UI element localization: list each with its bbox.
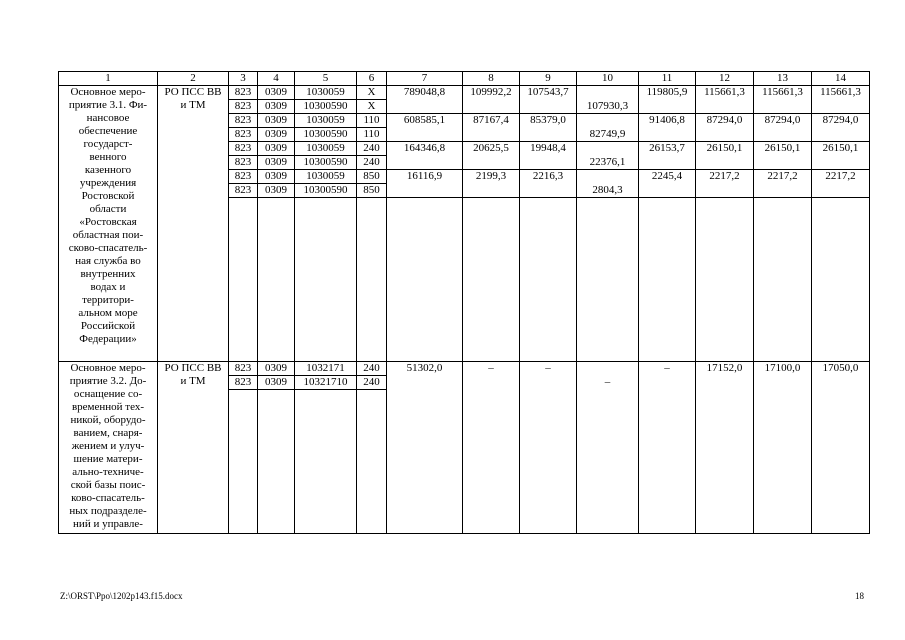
budget-table <box>58 71 870 534</box>
empty-cell <box>258 390 295 534</box>
amount-cell: 107543,7 <box>520 86 577 114</box>
amount-cell: 17152,0 <box>696 362 754 534</box>
amount-cell: 22376,1 <box>577 142 639 170</box>
text-line: ально-техниче- <box>72 466 144 478</box>
text-line: ных подразделе- <box>69 505 147 517</box>
amount-cell: – <box>520 362 577 534</box>
text-line: оснащение со- <box>73 388 143 400</box>
empty-cell <box>229 198 258 362</box>
column-number: 4 <box>258 72 295 86</box>
amount-cell: 87294,0 <box>812 114 870 142</box>
text-line: сково-спасатель- <box>68 242 148 254</box>
amount-cell: 17050,0 <box>812 362 870 534</box>
empty-cell <box>357 198 387 362</box>
amount-cell: – <box>463 362 520 534</box>
amount-cell: 91406,8 <box>639 114 696 142</box>
amount-cell: 119805,9 <box>639 86 696 114</box>
empty-cell <box>357 390 387 534</box>
code-cell: 823 <box>229 114 258 128</box>
executor-cell <box>158 86 229 362</box>
text-line: государст- <box>83 138 133 150</box>
amount-cell: 109992,2 <box>463 86 520 114</box>
code-cell: 823 <box>229 142 258 156</box>
amount-cell: 2217,2 <box>812 170 870 198</box>
text-line: обеспечение <box>78 125 138 137</box>
text-line: Основное меро- <box>70 362 146 374</box>
amount-cell: 115661,3 <box>754 86 812 114</box>
code-cell: 10300590 <box>295 128 357 142</box>
empty-cell <box>520 198 577 362</box>
text-line: территори- <box>82 294 134 306</box>
empty-cell <box>463 198 520 362</box>
code-cell: 1032171 <box>295 362 357 376</box>
text-line: жением и улуч- <box>71 440 145 452</box>
column-number: 6 <box>357 72 387 86</box>
code-cell: 823 <box>229 362 258 376</box>
text-line: области <box>89 203 127 215</box>
program-name-cell <box>59 362 158 534</box>
amount-cell: 51302,0 <box>387 362 463 534</box>
amount-cell: 26150,1 <box>696 142 754 170</box>
text-line: учреждения <box>79 177 137 189</box>
text-line: венного <box>89 151 127 163</box>
text-line: ванием, снаря- <box>73 427 143 439</box>
text-line: Основное меро- <box>70 86 146 98</box>
empty-cell <box>229 390 258 534</box>
empty-cell <box>577 198 639 362</box>
header-row <box>59 72 870 86</box>
text-line: РО ПСС ВВ <box>164 86 222 98</box>
text-line: ний и управле- <box>73 518 143 530</box>
text-line: и ТМ <box>180 99 206 111</box>
text-line: РО ПСС ВВ <box>164 362 222 374</box>
text-line: шение матери- <box>73 453 143 465</box>
code-cell: 0309 <box>258 114 295 128</box>
amount-cell: – <box>639 362 696 534</box>
code-cell: 110 <box>357 128 387 142</box>
amount-cell: 85379,0 <box>520 114 577 142</box>
amount-cell: 608585,1 <box>387 114 463 142</box>
text-line: приятие 3.1. Фи- <box>68 99 148 111</box>
text-line: никой, оборудо- <box>70 414 146 426</box>
column-number: 9 <box>520 72 577 86</box>
code-cell: X <box>357 100 387 114</box>
column-number: 2 <box>158 72 229 86</box>
amount-cell: 164346,8 <box>387 142 463 170</box>
amount-cell: 115661,3 <box>696 86 754 114</box>
amount-cell: 789048,8 <box>387 86 463 114</box>
column-number: 11 <box>639 72 696 86</box>
code-cell: 1030059 <box>295 86 357 100</box>
column-number: 1 <box>59 72 158 86</box>
code-cell: X <box>357 86 387 100</box>
text-line: Федерации» <box>79 333 137 345</box>
table-row <box>59 362 870 376</box>
amount-cell: 87167,4 <box>463 114 520 142</box>
footer-file-path: Z:\ORST\Ppo\1202p143.f15.docx <box>60 591 183 601</box>
amount-cell: 2199,3 <box>463 170 520 198</box>
text-line: временной тех- <box>71 401 145 413</box>
text-line: казенного <box>84 164 132 176</box>
amount-cell: – <box>577 362 639 534</box>
amount-cell: 107930,3 <box>577 86 639 114</box>
code-cell: 1030059 <box>295 142 357 156</box>
column-number: 12 <box>696 72 754 86</box>
empty-cell <box>258 198 295 362</box>
code-cell: 110 <box>357 114 387 128</box>
column-number: 10 <box>577 72 639 86</box>
column-number: 14 <box>812 72 870 86</box>
text-line: «Ростовская <box>79 216 137 228</box>
text-line: внутренних <box>80 268 136 280</box>
amount-cell: 115661,3 <box>812 86 870 114</box>
text-line: ково-спасатель- <box>71 492 145 504</box>
code-cell: 0309 <box>258 156 295 170</box>
text-line: водах и <box>90 281 126 293</box>
column-number: 8 <box>463 72 520 86</box>
amount-cell: 26150,1 <box>754 142 812 170</box>
text-line: и ТМ <box>180 375 206 387</box>
column-number: 7 <box>387 72 463 86</box>
amount-cell: 26153,7 <box>639 142 696 170</box>
text-line: областная пои- <box>72 229 144 241</box>
table-row <box>59 86 870 100</box>
code-cell: 850 <box>357 170 387 184</box>
amount-cell: 82749,9 <box>577 114 639 142</box>
code-cell: 10300590 <box>295 184 357 198</box>
column-number: 3 <box>229 72 258 86</box>
amount-cell: 87294,0 <box>754 114 812 142</box>
code-cell: 0309 <box>258 86 295 100</box>
code-cell: 0309 <box>258 128 295 142</box>
code-cell: 850 <box>357 184 387 198</box>
code-cell: 823 <box>229 376 258 390</box>
code-cell: 10300590 <box>295 156 357 170</box>
code-cell: 0309 <box>258 100 295 114</box>
amount-cell: 2217,2 <box>754 170 812 198</box>
code-cell: 0309 <box>258 184 295 198</box>
column-number: 5 <box>295 72 357 86</box>
text-line: Ростовской <box>81 190 135 202</box>
code-cell: 0309 <box>258 142 295 156</box>
code-cell: 823 <box>229 184 258 198</box>
executor-cell <box>158 362 229 534</box>
empty-cell <box>639 198 696 362</box>
empty-cell <box>812 198 870 362</box>
code-cell: 0309 <box>258 362 295 376</box>
code-cell: 10300590 <box>295 100 357 114</box>
amount-cell: 2245,4 <box>639 170 696 198</box>
code-cell: 0309 <box>258 376 295 390</box>
text-line: ской базы поис- <box>70 479 146 491</box>
text-line: ная служба во <box>75 255 141 267</box>
amount-cell: 19948,4 <box>520 142 577 170</box>
code-cell: 1030059 <box>295 170 357 184</box>
text-line: приятие 3.2. До- <box>69 375 147 387</box>
amount-cell: 2217,2 <box>696 170 754 198</box>
code-cell: 1030059 <box>295 114 357 128</box>
footer-page-number: 18 <box>855 591 864 601</box>
text-line: Российской <box>80 320 136 332</box>
text-line: нансовое <box>86 112 130 124</box>
code-cell: 10321710 <box>295 376 357 390</box>
amount-cell: 2216,3 <box>520 170 577 198</box>
code-cell: 240 <box>357 142 387 156</box>
amount-cell: 87294,0 <box>696 114 754 142</box>
code-cell: 823 <box>229 128 258 142</box>
empty-cell <box>295 198 357 362</box>
amount-cell: 17100,0 <box>754 362 812 534</box>
code-cell: 823 <box>229 170 258 184</box>
empty-cell <box>754 198 812 362</box>
program-name-cell <box>59 86 158 362</box>
amount-cell: 16116,9 <box>387 170 463 198</box>
code-cell: 240 <box>357 362 387 376</box>
amount-cell: 2804,3 <box>577 170 639 198</box>
code-cell: 823 <box>229 156 258 170</box>
code-cell: 240 <box>357 376 387 390</box>
code-cell: 823 <box>229 86 258 100</box>
code-cell: 823 <box>229 100 258 114</box>
empty-cell <box>387 198 463 362</box>
amount-cell: 26150,1 <box>812 142 870 170</box>
empty-cell <box>696 198 754 362</box>
amount-cell: 20625,5 <box>463 142 520 170</box>
empty-cell <box>295 390 357 534</box>
code-cell: 0309 <box>258 170 295 184</box>
code-cell: 240 <box>357 156 387 170</box>
text-line: альном море <box>78 307 138 319</box>
column-number: 13 <box>754 72 812 86</box>
